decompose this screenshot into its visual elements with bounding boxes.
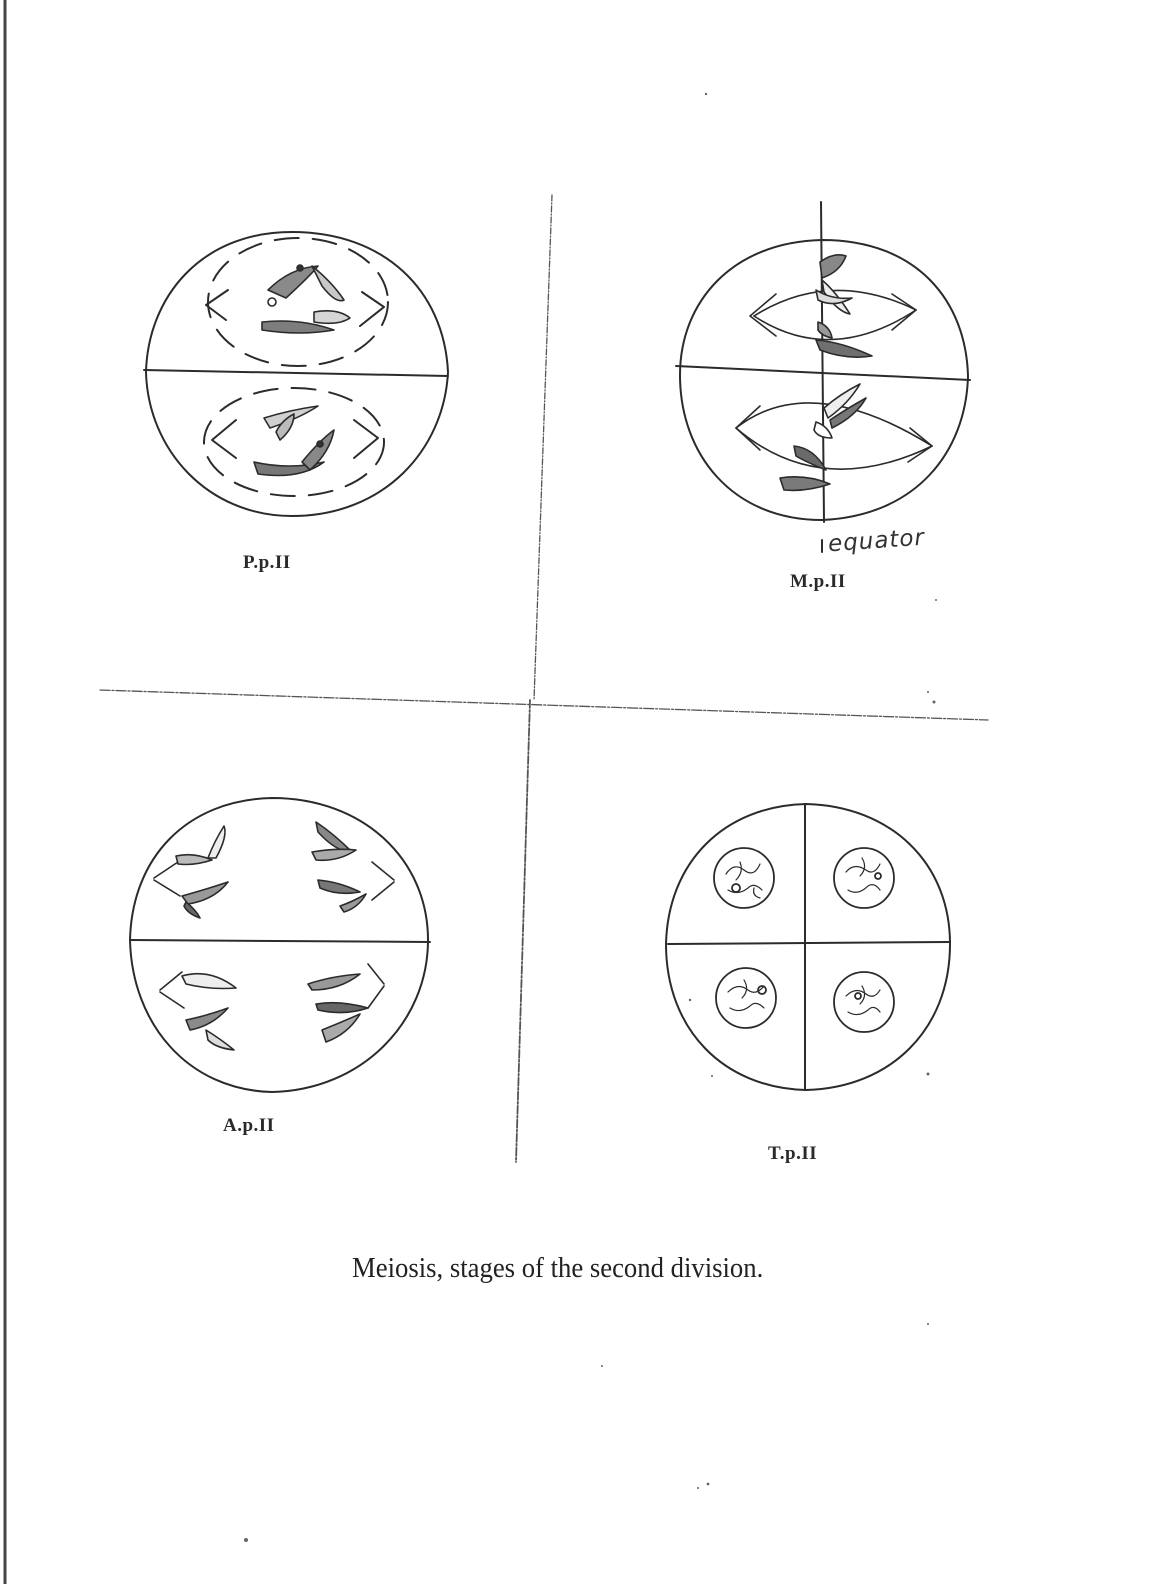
horizontal-divider — [100, 690, 988, 720]
nucleus — [834, 848, 894, 908]
equator-line — [821, 202, 824, 522]
stage-label-prophase-ii: P.p.II — [243, 552, 291, 573]
stage-label-telophase-ii: T.p.II — [768, 1143, 818, 1164]
chromosome-group — [308, 964, 384, 1042]
nucleus — [714, 848, 774, 908]
stage-label-metaphase-ii: M.p.II — [790, 571, 846, 592]
vertical-divider-lower — [516, 700, 530, 1162]
chromosomes — [254, 406, 334, 476]
cell-division-line — [130, 940, 430, 942]
spindle-pole-left — [212, 420, 236, 458]
prophase-ii-diagram — [144, 232, 448, 516]
spindle-pole-right — [354, 420, 378, 458]
stage-label-anaphase-ii: A.p.II — [223, 1115, 275, 1136]
metaphase-ii-diagram — [676, 202, 970, 552]
vertical-divider-upper — [534, 195, 552, 700]
chromosomes — [262, 265, 350, 333]
cell-outline — [130, 798, 428, 1092]
nucleus — [716, 968, 776, 1028]
spindle-pole-right — [360, 292, 384, 326]
figure-caption: Meiosis, stages of the second division. — [352, 1252, 764, 1284]
chromosome-group — [160, 972, 236, 1050]
equator-annotation: equator — [827, 524, 926, 558]
cell-division-line — [668, 942, 950, 944]
scan-specks — [244, 93, 937, 1542]
chromosome-group — [154, 826, 228, 918]
nuclear-envelope — [204, 388, 384, 496]
cell-outline — [666, 804, 950, 1090]
telophase-ii-diagram — [666, 804, 950, 1090]
nucleus — [834, 972, 894, 1032]
anaphase-ii-diagram — [130, 798, 430, 1092]
chromosomes — [816, 255, 872, 357]
nuclear-envelope — [208, 238, 388, 366]
cell-division-line — [144, 370, 448, 376]
